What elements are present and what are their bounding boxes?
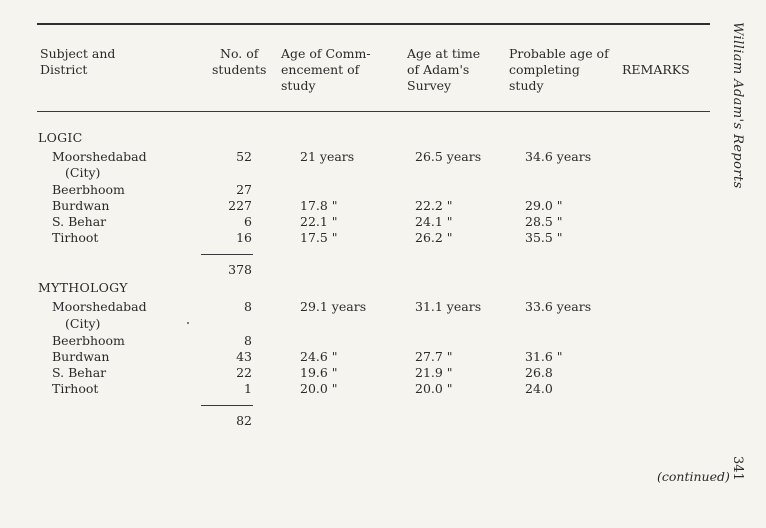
students: 16	[236, 230, 252, 245]
age-start: 21 years	[300, 149, 355, 164]
header-subject-line1: Subject and	[40, 46, 116, 61]
students: 22	[236, 365, 252, 380]
students: 27	[236, 182, 252, 197]
age-start: 22.1 "	[300, 214, 338, 229]
age-complete: 24.0	[525, 381, 553, 396]
page-number: 341	[730, 456, 745, 481]
district: Burdwan	[52, 198, 110, 213]
age-survey: 24.1 "	[415, 214, 453, 229]
students: 227	[228, 198, 252, 213]
header-age-commencement-line3: study	[281, 78, 316, 93]
age-start: 24.6 "	[300, 349, 338, 364]
total-rule	[201, 405, 253, 406]
header-students-line1: No. of	[220, 46, 259, 61]
header-age-commencement-line1: Age of Comm-	[281, 46, 371, 61]
age-complete: 34.6 years	[525, 149, 592, 164]
age-complete: 35.5 "	[525, 230, 563, 245]
age-survey: 26.2 "	[415, 230, 453, 245]
header-subject-line2: District	[40, 62, 88, 77]
section-title-logic: LOGIC	[38, 130, 83, 145]
running-title: William Adam's Reports	[730, 22, 745, 189]
table-row	[0, 299, 710, 315]
table-row	[0, 333, 710, 349]
section-total: 82	[236, 413, 252, 428]
district: Moorshedabad	[52, 299, 147, 314]
table-row	[0, 349, 710, 365]
header-remarks: REMARKS	[622, 62, 690, 77]
district-sub: (City)	[65, 316, 101, 331]
district: Beerbhoom	[52, 333, 125, 348]
table-row	[0, 214, 710, 230]
students: 1	[244, 381, 252, 396]
age-start: 17.8 "	[300, 198, 338, 213]
students: 6	[244, 214, 252, 229]
section-title-mythology: MYTHOLOGY	[38, 280, 128, 295]
continued-note: (continued)	[657, 469, 730, 484]
total-rule	[201, 254, 253, 255]
table-row	[0, 198, 710, 214]
age-survey: 22.2 "	[415, 198, 453, 213]
header-age-completing-line1: Probable age of	[509, 46, 609, 61]
district: S. Behar	[52, 365, 107, 380]
header-age-survey	[407, 46, 480, 94]
district: Tirhoot	[52, 381, 99, 396]
age-survey: 20.0 "	[415, 381, 453, 396]
header-age-survey-line2: of Adam's	[407, 62, 470, 77]
district: Burdwan	[52, 349, 110, 364]
age-complete: 26.8	[525, 365, 553, 380]
header-age-completing-line3: study	[509, 78, 544, 93]
header-students	[212, 46, 266, 78]
section-total: 378	[228, 262, 252, 277]
table-row	[0, 182, 710, 198]
age-start: 20.0 "	[300, 381, 338, 396]
age-survey: 31.1 years	[415, 299, 482, 314]
students: 8	[244, 333, 252, 348]
header-subject	[40, 46, 115, 78]
header-age-completing-line2: completing	[509, 62, 580, 77]
age-complete: 29.0 "	[525, 198, 563, 213]
header-age-survey-line3: Survey	[407, 78, 452, 93]
district-sub: (City)	[65, 165, 101, 180]
table-row	[0, 381, 710, 397]
age-start: 17.5 "	[300, 230, 338, 245]
header-age-survey-line1: Age at time	[407, 46, 481, 61]
header-students-line2: students	[212, 62, 267, 77]
header-age-commencement	[281, 46, 371, 94]
students: 8	[244, 299, 252, 314]
students: 43	[236, 349, 252, 364]
students: 52	[236, 149, 252, 164]
district: Moorshedabad	[52, 149, 147, 164]
age-survey: 27.7 "	[415, 349, 453, 364]
district: Tirhoot	[52, 230, 99, 245]
age-complete: 33.6 years	[525, 299, 592, 314]
ink-speck	[187, 322, 189, 324]
header-rule	[37, 111, 710, 112]
age-complete: 28.5 "	[525, 214, 563, 229]
header-age-completing	[509, 46, 609, 94]
age-survey: 26.5 years	[415, 149, 482, 164]
age-survey: 21.9 "	[415, 365, 453, 380]
table-row	[0, 230, 710, 246]
age-start: 19.6 "	[300, 365, 338, 380]
district: Beerbhoom	[52, 182, 125, 197]
table-row	[0, 365, 710, 381]
age-complete: 31.6 "	[525, 349, 563, 364]
header-age-commencement-line2: encement of	[281, 62, 360, 77]
age-start: 29.1 years	[300, 299, 367, 314]
top-rule	[37, 23, 710, 25]
table-row	[0, 149, 710, 165]
district: S. Behar	[52, 214, 107, 229]
